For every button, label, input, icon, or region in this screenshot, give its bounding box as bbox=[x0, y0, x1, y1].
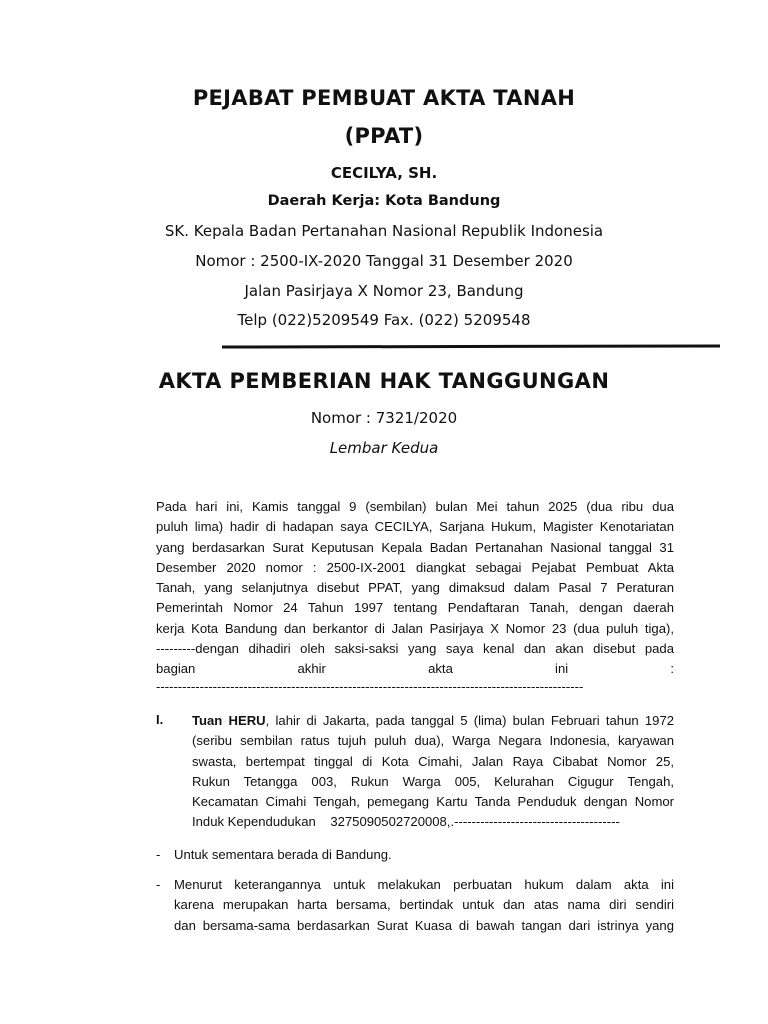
office-title: PEJABAT PEMBUAT AKTA TANAH bbox=[192, 86, 576, 110]
dash-item-temporary-residence bbox=[174, 845, 674, 865]
deed-number: Nomor : 7321/2020 bbox=[310, 409, 458, 427]
paragraph-line: Pada hari ini, Kamis tanggal 9 (sembilan) bulan Mei tahun 2025 (dua ribu dua bbox=[156, 499, 674, 514]
paragraph-line: bagian akhir akta ini : bbox=[156, 661, 674, 677]
party-line: (seribu sembilan ratus tujuh puluh dua), Warga Negara Indonesia, karyawan bbox=[192, 733, 674, 749]
deed-sheet: Lembar Kedua bbox=[329, 439, 439, 457]
dash-item-line: Untuk sementara berada di Bandung. bbox=[174, 847, 392, 862]
party-name: Tuan HERU bbox=[192, 713, 266, 728]
list-dash: - bbox=[156, 847, 161, 862]
paragraph-line: puluh lima) hadir di hadapan saya CECILYA, Sarjana Hukum, Magister Kenotariatan bbox=[156, 519, 674, 535]
party-first-line-text: , lahir di Jakarta, pada tanggal 5 (lima) bulan Februari tahun 1972 bbox=[265, 713, 675, 728]
paragraph-line: Desember 2020 nomor : 2500-IX-2001 diangkat sebagai Pejabat Pembuat Akta bbox=[156, 559, 674, 575]
paragraph-line: Tanah, yang selanjutnya disebut PPAT, yang dimaksud dalam Pasal 7 Peraturan bbox=[156, 580, 674, 596]
list-dash: - bbox=[156, 877, 161, 892]
office-address: Jalan Pasirjaya X Nomor 23, Bandung bbox=[244, 282, 524, 300]
party-line: swasta, bertempat tinggal di Kota Cimahi, Jalan Raya Cibabat Nomor 25, bbox=[192, 753, 674, 769]
opening-paragraph bbox=[156, 497, 674, 694]
dash-item-line: Menurut keterangannya untuk melakukan perbuatan hukum dalam akta ini bbox=[174, 877, 674, 892]
party-one-description bbox=[192, 711, 674, 833]
deed-title: AKTA PEMBERIAN HAK TANGGUNGAN bbox=[158, 369, 610, 393]
dash-item-line: karena merupakan harta bersama, bertindak untuk dan atas nama diri sendiri bbox=[174, 897, 674, 913]
decree-line: SK. Kepala Badan Pertanahan Nasional Republik Indonesia bbox=[164, 222, 604, 240]
party-line: Rukun Tetangga 003, Rukun Warga 005, Kelurahan Cigugur Tengah, bbox=[192, 773, 674, 789]
separator-dashes: -------------------------------------------------------------------------------------------------- bbox=[156, 679, 584, 694]
party-line: Kecamatan Cimahi Tengah, pemegang Kartu Tanda Penduduk dengan Nomor bbox=[192, 794, 674, 810]
header-divider bbox=[222, 344, 720, 348]
office-contact: Telp (022)5209549 Fax. (022) 5209548 bbox=[237, 311, 531, 329]
office-abbreviation: (PPAT) bbox=[344, 124, 424, 148]
paragraph-line: Pemerintah Nomor 24 Tahun 1997 tentang Pendaftaran Tanah, dengan daerah bbox=[156, 600, 674, 616]
party-line: Induk Kependudukan 3275090502720008,.-------------------------------------- bbox=[192, 814, 620, 830]
decree-number: Nomor : 2500-IX-2020 Tanggal 31 Desember 2020 bbox=[195, 252, 573, 270]
dash-item-line: dan bersama-sama berdasarkan Surat Kuasa di bawah tangan dari istrinya yang bbox=[174, 917, 674, 933]
party-first-line bbox=[192, 711, 674, 731]
dash-item-legal-capacity bbox=[174, 875, 674, 936]
paragraph-line: kerja Kota Bandung dan berkantor di Jalan Pasirjaya X Nomor 23 (dua puluh tiga), bbox=[156, 620, 674, 636]
paragraph-line: ---------dengan dihadiri oleh saksi-saksi yang saya kenal dan akan disebut pada bbox=[156, 641, 674, 657]
work-region: Daerah Kerja: Kota Bandung bbox=[267, 193, 501, 209]
notary-name: CECILYA, SH. bbox=[330, 164, 438, 182]
paragraph-line: yang berdasarkan Surat Keputusan Kepala Badan Pertanahan Nasional tanggal 31 bbox=[156, 539, 674, 555]
party-numeral: I. bbox=[156, 712, 164, 727]
